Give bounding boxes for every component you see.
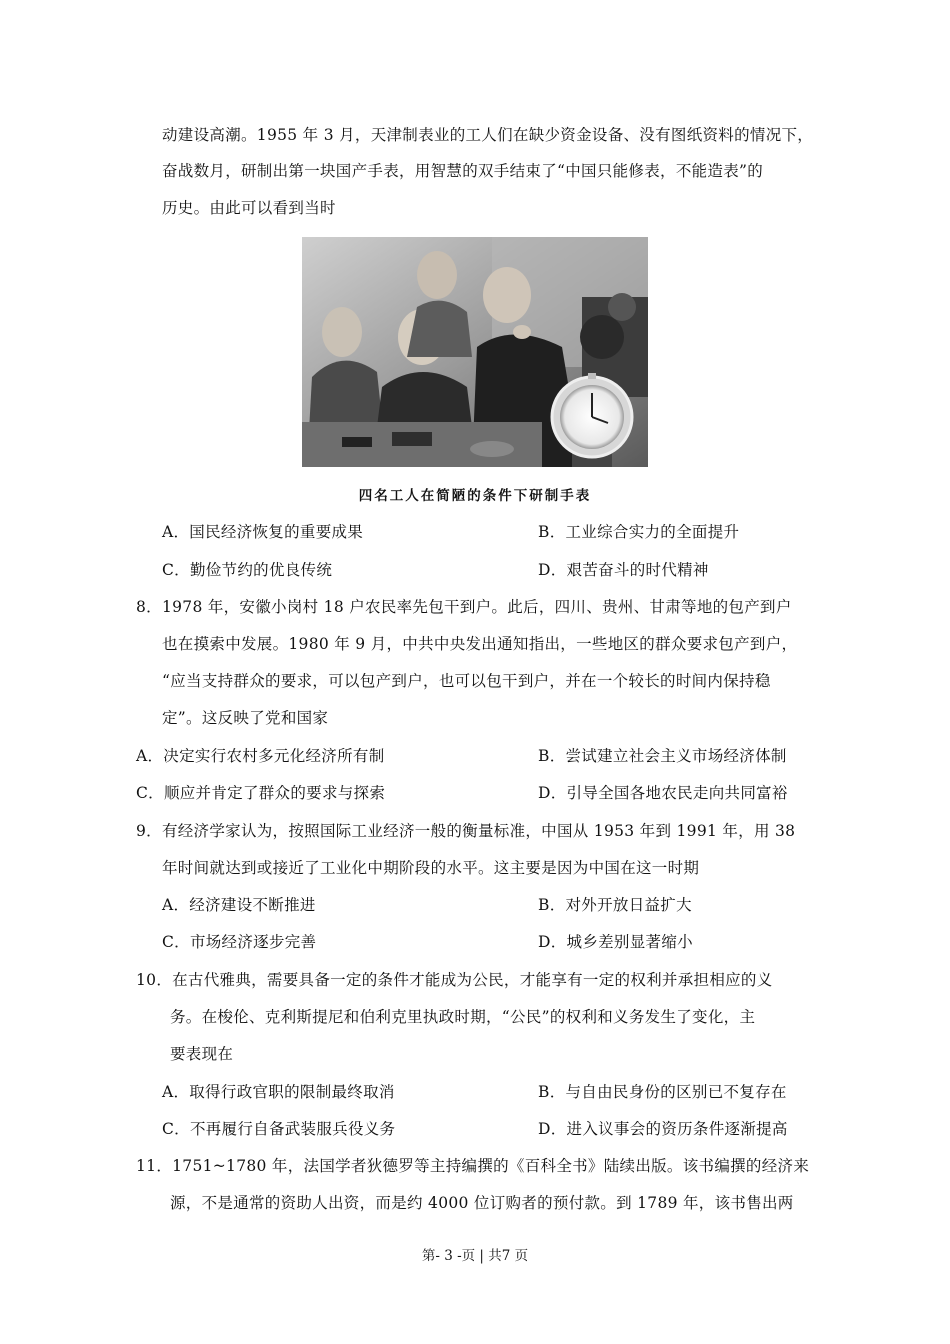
q8-option-a[interactable]: A．决定实行农村多元化经济所有制 bbox=[136, 747, 385, 765]
q7-option-c[interactable]: C．勤俭节约的优良传统 bbox=[162, 561, 333, 579]
q8-option-b[interactable]: B．尝试建立社会主义市场经济体制 bbox=[538, 747, 787, 765]
q10-option-d[interactable]: D．进入议事会的资历条件逐渐提高 bbox=[538, 1120, 788, 1138]
q8-stem-line-4: 定”。这反映了党和国家 bbox=[162, 709, 329, 727]
q10-stem-line-1: 10．在古代雅典，需要具备一定的条件才能成为公民，才能享有一定的权利并承担相应的义 bbox=[136, 971, 773, 989]
q8-stem-line-3: “应当支持群众的要求，可以包产到户，也可以包干到户，并在一个较长的时间内保持稳 bbox=[162, 672, 771, 690]
q9-stem-line-2: 年时间就达到或接近了工业化中期阶段的水平。这主要是因为中国在这一时期 bbox=[162, 859, 700, 877]
q10-stem-line-2: 务。在梭伦、克利斯提尼和伯利克里执政时期，“公民”的权利和义务发生了变化，主 bbox=[170, 1008, 756, 1026]
q7-option-a[interactable]: A．国民经济恢复的重要成果 bbox=[162, 523, 364, 541]
q9-option-b[interactable]: B．对外开放日益扩大 bbox=[538, 896, 692, 914]
q11-stem-line-2: 源，不是通常的资助人出资，而是约 4000 位订购者的预付款。到 1789 年，该书售出两 bbox=[170, 1194, 794, 1212]
q10-stem-line-3: 要表现在 bbox=[170, 1045, 234, 1063]
q8-option-d[interactable]: D．引导全国各地农民走向共同富裕 bbox=[538, 784, 788, 802]
q9-option-c[interactable]: C．市场经济逐步完善 bbox=[162, 933, 317, 951]
workers-watch-photo bbox=[302, 237, 648, 467]
q10-option-b[interactable]: B．与自由民身份的区别已不复存在 bbox=[538, 1083, 787, 1101]
q7-option-b[interactable]: B．工业综合实力的全面提升 bbox=[538, 523, 740, 541]
q7-option-d[interactable]: D．艰苦奋斗的时代精神 bbox=[538, 561, 709, 579]
q10-option-c[interactable]: C．不再履行自备武装服兵役义务 bbox=[162, 1120, 396, 1138]
q9-option-a[interactable]: A．经济建设不断推进 bbox=[162, 896, 316, 914]
q9-stem-line-1: 9．有经济学家认为，按照国际工业经济一般的衡量标准，中国从 1953 年到 1991 年，用 38 bbox=[136, 822, 796, 840]
q9-option-d[interactable]: D．城乡差别显著缩小 bbox=[538, 933, 693, 951]
q11-stem-line-1: 11．1751~1780 年，法国学者狄德罗等主持编撰的《百科全书》陆续出版。该书编撰的经济来 bbox=[136, 1157, 810, 1175]
q8-stem-line-2: 也在摸索中发展。1980 年 9 月，中共中央发出通知指出，一些地区的群众要求包产到户， bbox=[162, 635, 798, 653]
q10-option-a[interactable]: A．取得行政官职的限制最终取消 bbox=[162, 1083, 395, 1101]
q7-stem-line-3: 历史。由此可以看到当时 bbox=[162, 199, 336, 217]
q7-stem-line-1: 动建设高潮。1955 年 3 月，天津制表业的工人们在缺少资金设备、没有图纸资料的情况下， bbox=[162, 126, 814, 144]
photo-caption: 四名工人在简陋的条件下研制手表 bbox=[358, 488, 592, 504]
page-footer: 第- 3 -页 | 共7 页 bbox=[421, 1248, 529, 1264]
q7-stem-line-2: 奋战数月，研制出第一块国产手表，用智慧的双手结束了“中国只能修表，不能造表”的 bbox=[162, 162, 764, 180]
q8-stem-line-1: 8．1978 年，安徽小岗村 18 户农民率先包干到户。此后，四川、贵州、甘肃等地的包产到户 bbox=[136, 598, 792, 616]
q8-option-c[interactable]: C．顺应并肯定了群众的要求与探索 bbox=[136, 784, 386, 802]
